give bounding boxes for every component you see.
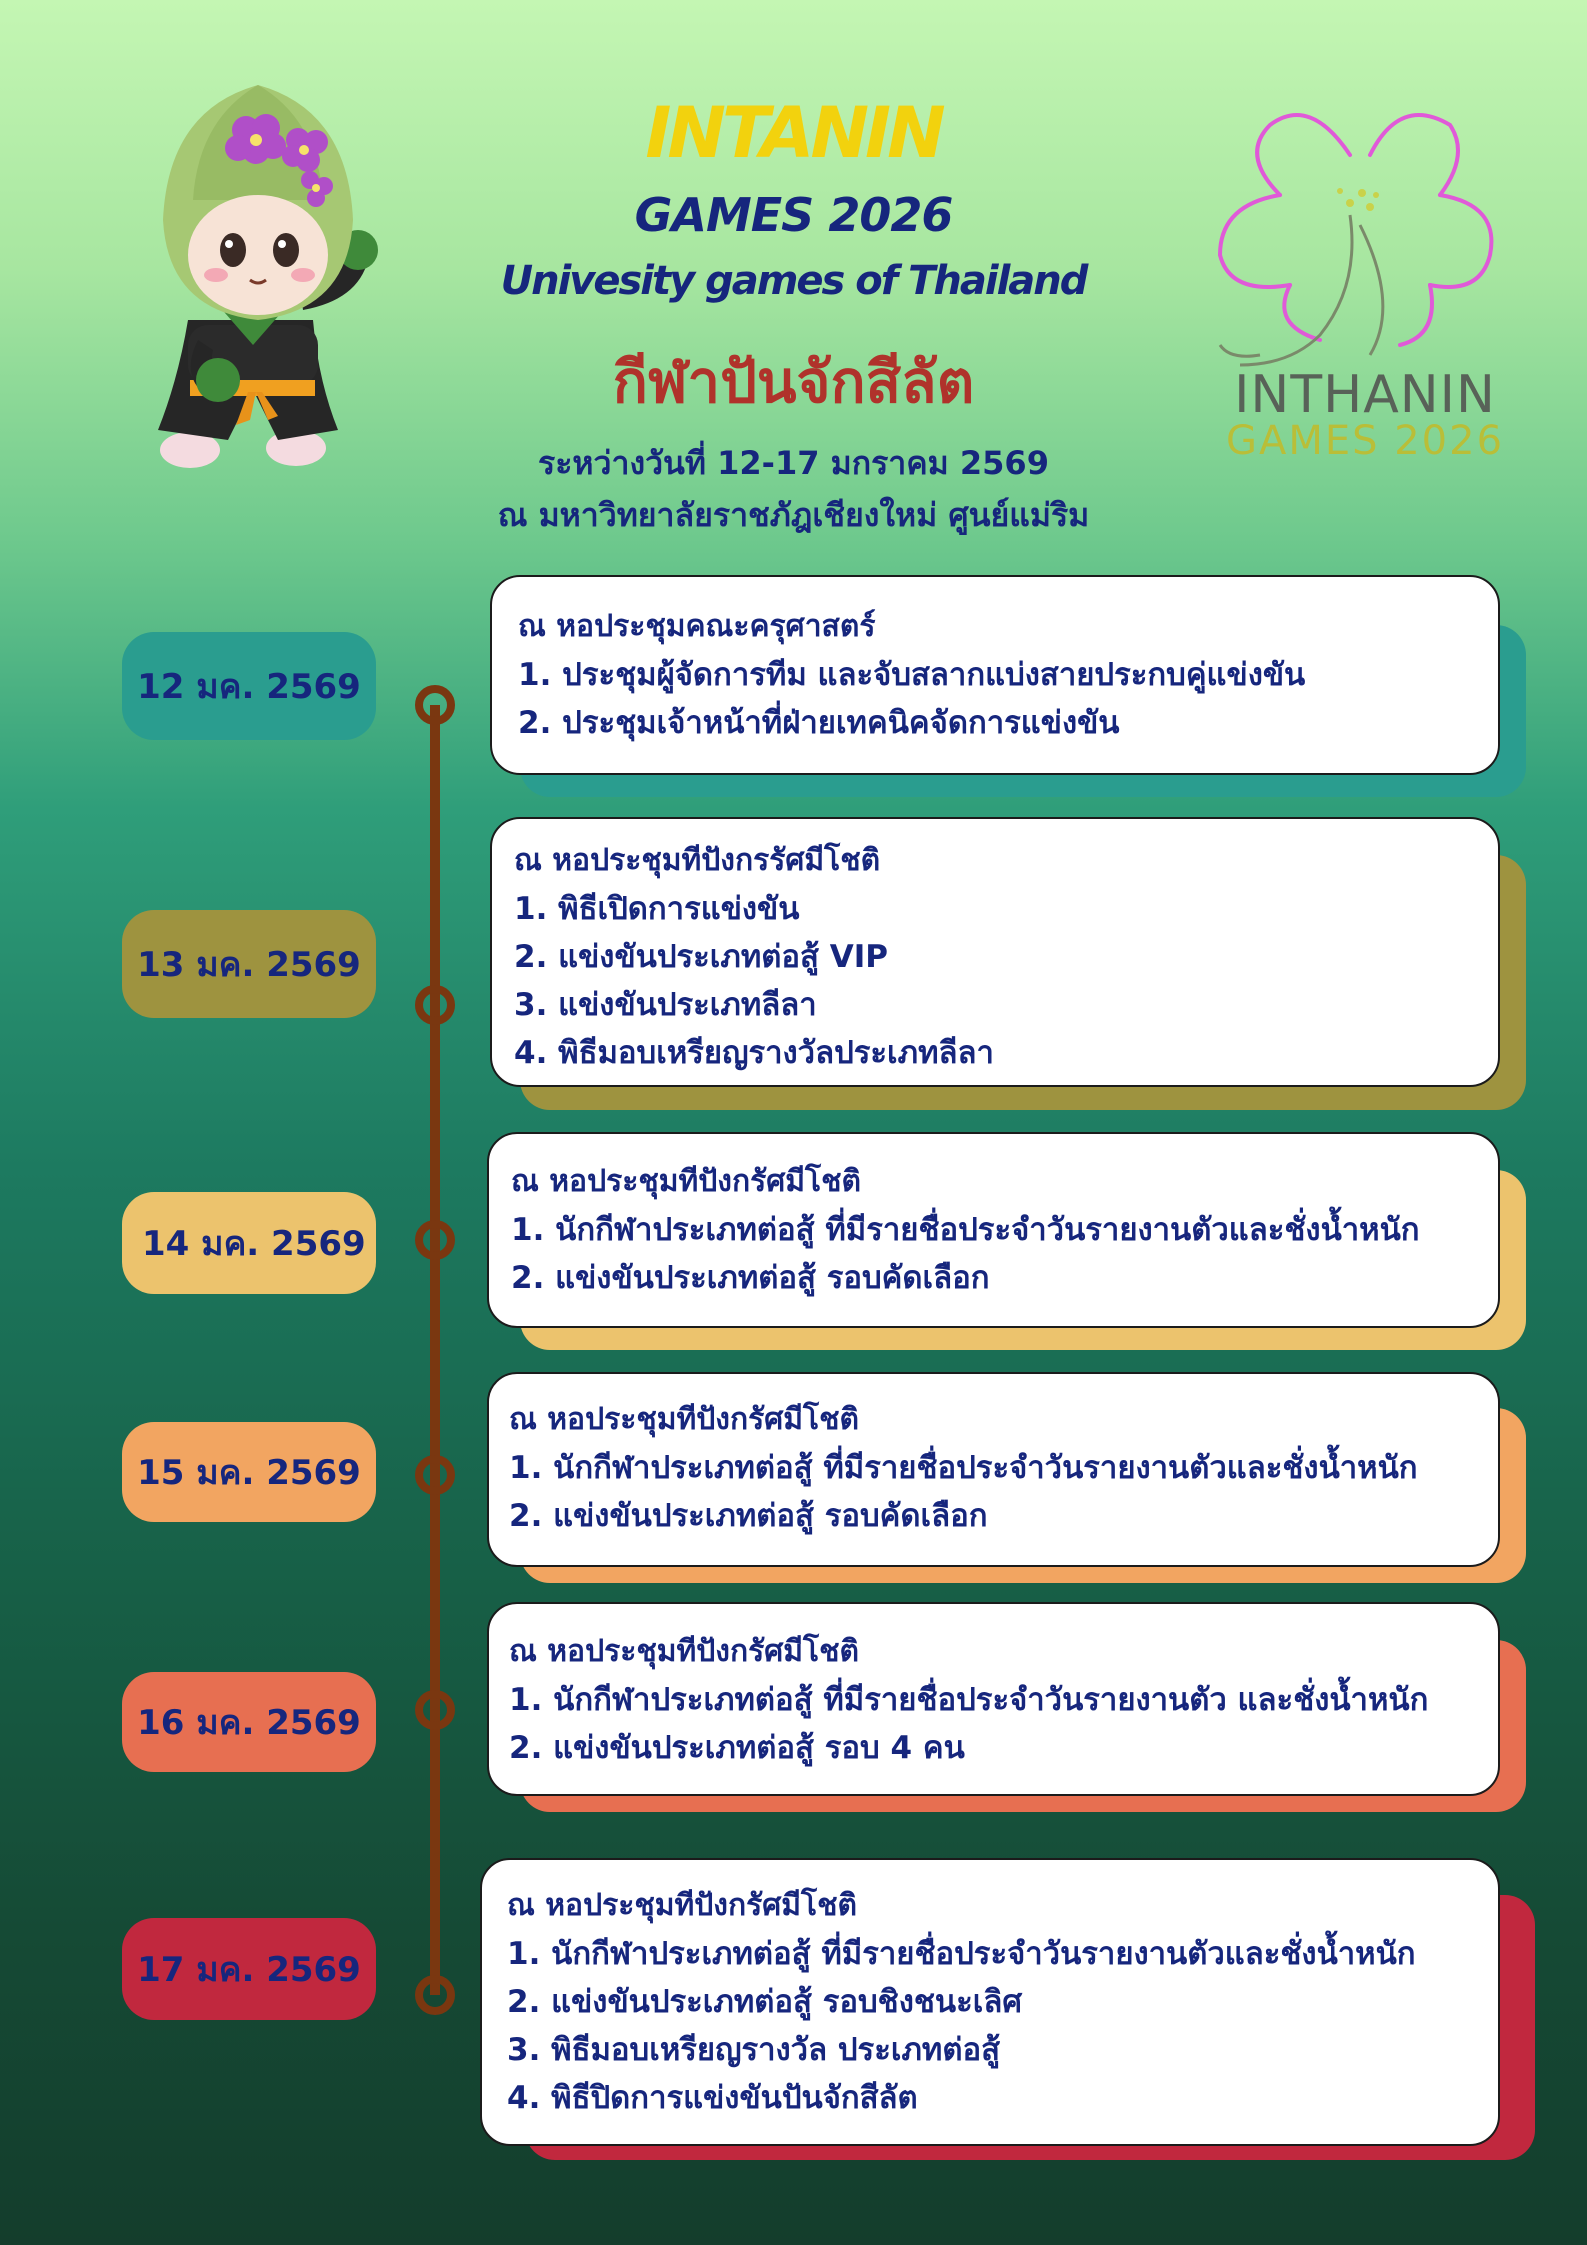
timeline-node-day-5 (415, 1690, 455, 1730)
card-day-6 (480, 1858, 1500, 2146)
venue-label: ณ หอประชุมทีปังกรัศมีโชติ (509, 1634, 859, 1669)
date-pill-day-3: 14 มค. 2569 (122, 1192, 376, 1294)
list-item: 2. แข่งขันประเภทต่อสู้ รอบคัดเลือก (511, 1260, 990, 1296)
timeline-node-day-3 (415, 1220, 455, 1260)
list-item: 4. พิธีมอบเหรียญรางวัลประเภทลีลา (514, 1035, 994, 1071)
brand-title: INTANIN (645, 92, 942, 174)
timeline-node-day-4 (415, 1455, 455, 1495)
venue-label: ณ หอประชุมทีปังกรัศมีโชติ (507, 1888, 857, 1923)
subtitle: Univesity games of Thailand (500, 258, 1087, 304)
list-item: 3. พิธีมอบเหรียญรางวัล ประเภทต่อสู้ (507, 2032, 1000, 2068)
date-range: ระหว่างวันที่ 12-17 มกราคม 2569 (538, 444, 1049, 482)
date-pill-day-2: 13 มค. 2569 (122, 910, 376, 1018)
venue-label: ณ หอประชุมทีปังกรรัศมีโชติ (514, 843, 881, 878)
list-item: 2. แข่งขันประเภทต่อสู้ รอบชิงชนะเลิศ (507, 1984, 1023, 2020)
timeline-node-day-6 (415, 1975, 455, 2015)
date-pill-day-4: 15 มค. 2569 (122, 1422, 376, 1522)
timeline-node-day-1 (415, 685, 455, 725)
logo-text-inthanin: INTHANIN (1234, 365, 1496, 425)
list-item: 1. พิธีเปิดการแข่งขัน (514, 891, 800, 927)
timeline-line (430, 705, 440, 1995)
venue-label: ณ หอประชุมทีปังกรัศมีโชติ (511, 1164, 861, 1199)
list-item: 1. นักกีฬาประเภทต่อสู้ ที่มีรายชื่อประจำวันรายงานตัวและชั่งน้ำหนัก (509, 1450, 1418, 1486)
venue-label: ณ หอประชุมคณะครุศาสตร์ (518, 609, 876, 644)
date-pill-day-6: 17 มค. 2569 (122, 1918, 376, 2020)
list-item: 2. แข่งขันประเภทต่อสู้ VIP (514, 939, 888, 975)
list-item: 2. ประชุมเจ้าหน้าที่ฝ่ายเทคนิคจัดการแข่งขัน (518, 705, 1120, 741)
list-item: 1. นักกีฬาประเภทต่อสู้ ที่มีรายชื่อประจำวันรายงานตัวและชั่งน้ำหนัก (511, 1212, 1420, 1248)
mascot-icon (128, 80, 388, 480)
card-day-2 (490, 817, 1500, 1087)
list-item: 3. แข่งขันประเภทลีลา (514, 987, 817, 1023)
list-item: 1. นักกีฬาประเภทต่อสู้ ที่มีรายชื่อประจำวันรายงานตัว และชั่งน้ำหนัก (509, 1682, 1429, 1718)
list-item: 2. แข่งขันประเภทต่อสู้ รอบ 4 คน (509, 1730, 965, 1766)
logo-text-games: GAMES 2026 (1225, 418, 1505, 464)
date-pill-day-1: 12 มค. 2569 (122, 632, 376, 740)
card-day-1 (490, 575, 1500, 775)
games-title: GAMES 2026 (634, 188, 953, 242)
venue-label: ณ หอประชุมทีปังกรัศมีโชติ (509, 1402, 859, 1437)
sport-title: กีฬาปันจักสีลัต (612, 348, 975, 416)
card-day-3 (487, 1132, 1500, 1328)
date-pill-day-5: 16 มค. 2569 (122, 1672, 376, 1772)
timeline-node-day-2 (415, 985, 455, 1025)
main-venue: ณ มหาวิทยาลัยราชภัฎเชียงใหม่ ศูนย์แม่ริม (497, 496, 1090, 534)
list-item: 2. แข่งขันประเภทต่อสู้ รอบคัดเลือก (509, 1498, 988, 1534)
card-day-5 (487, 1602, 1500, 1796)
list-item: 4. พิธีปิดการแข่งขันปันจักสีลัต (507, 2080, 918, 2116)
card-day-4 (487, 1372, 1500, 1567)
list-item: 1. นักกีฬาประเภทต่อสู้ ที่มีรายชื่อประจำวันรายงานตัวและชั่งน้ำหนัก (507, 1936, 1416, 1972)
list-item: 1. ประชุมผู้จัดการทีม และจับสลากแบ่งสายประกบคู่แข่งขัน (518, 657, 1306, 693)
